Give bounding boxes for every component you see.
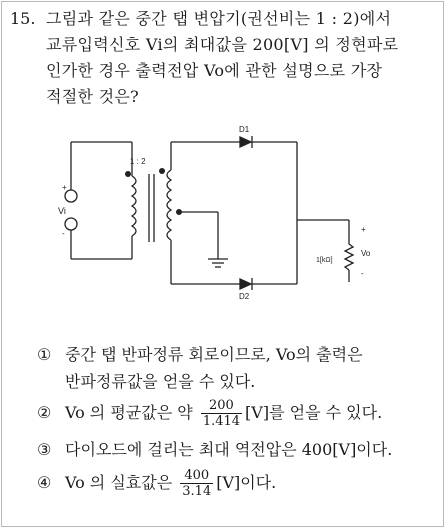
question-line-4: 적절한 것은?: [46, 87, 140, 106]
source-plus-label: +: [62, 183, 67, 192]
option-2-pre: Vo 의 평균값은 약: [65, 403, 193, 422]
option-1-line-2: 반파정류값을 얻을 수 있다.: [65, 372, 256, 391]
option-2-fraction: [201, 398, 242, 429]
primary-dot: [125, 171, 131, 177]
question-line-2: 교류입력신호 Vi의 최대값을 200[V] 의 정현파로: [46, 35, 399, 54]
option-1-line-1: 중간 탭 반파정류 회로이므로, Vo의 출력은: [65, 345, 363, 364]
turns-ratio-label: 1 : 2: [130, 157, 146, 166]
resistor-value-label: 1[kΩ]: [316, 257, 333, 264]
question-line-3: 인가한 경우 출력전압 Vo에 관한 설명으로 가장: [46, 61, 383, 80]
diode-d2: [240, 278, 252, 290]
option-2-mark: ②: [37, 403, 52, 422]
output-voltage-label: Vo: [361, 249, 371, 258]
option-4-pre: Vo 의 실효값은: [65, 473, 173, 492]
option-4[interactable]: [37, 468, 276, 499]
output-plus-label: +: [361, 225, 366, 234]
diode-d1: [240, 136, 252, 148]
ground-symbol: [208, 259, 228, 267]
option-2-post: [V]를 얻을 수 있다.: [245, 403, 383, 422]
question-line-1: 그림과 같은 중간 탭 변압기(권선비는 1 : 2)에서: [46, 9, 392, 28]
circuit-diagram: [58, 124, 378, 314]
output-minus-label: -: [361, 269, 364, 278]
question-number: 15.: [10, 9, 36, 28]
option-4-mark: ④: [37, 473, 52, 492]
option-1[interactable]: [37, 342, 363, 365]
secondary-dot: [159, 168, 165, 174]
option-3-text: 다이오드에 걸리는 최대 역전압은 400[V]이다.: [65, 440, 393, 459]
option-4-numerator: 400: [180, 468, 213, 484]
option-3[interactable]: [37, 437, 392, 460]
diode-d2-label: D2: [239, 292, 250, 301]
option-4-post: [V]이다.: [216, 473, 277, 492]
diode-d1-label: D1: [239, 125, 250, 134]
option-2-denominator: 1.414: [202, 414, 241, 429]
option-3-mark: ③: [37, 440, 52, 459]
option-1-mark: ①: [37, 345, 52, 364]
secondary-coil: [167, 170, 171, 240]
input-voltage-label: Vi: [58, 206, 66, 216]
option-4-denominator: 3.14: [182, 484, 212, 499]
source-minus-label: -: [62, 229, 65, 238]
option-1-continuation: [65, 369, 255, 392]
option-4-fraction: [180, 468, 213, 499]
option-2[interactable]: [37, 398, 382, 429]
primary-coil: [132, 176, 136, 236]
ac-source: [65, 142, 132, 259]
option-2-numerator: 200: [201, 398, 242, 414]
load-resistor: [345, 244, 353, 270]
